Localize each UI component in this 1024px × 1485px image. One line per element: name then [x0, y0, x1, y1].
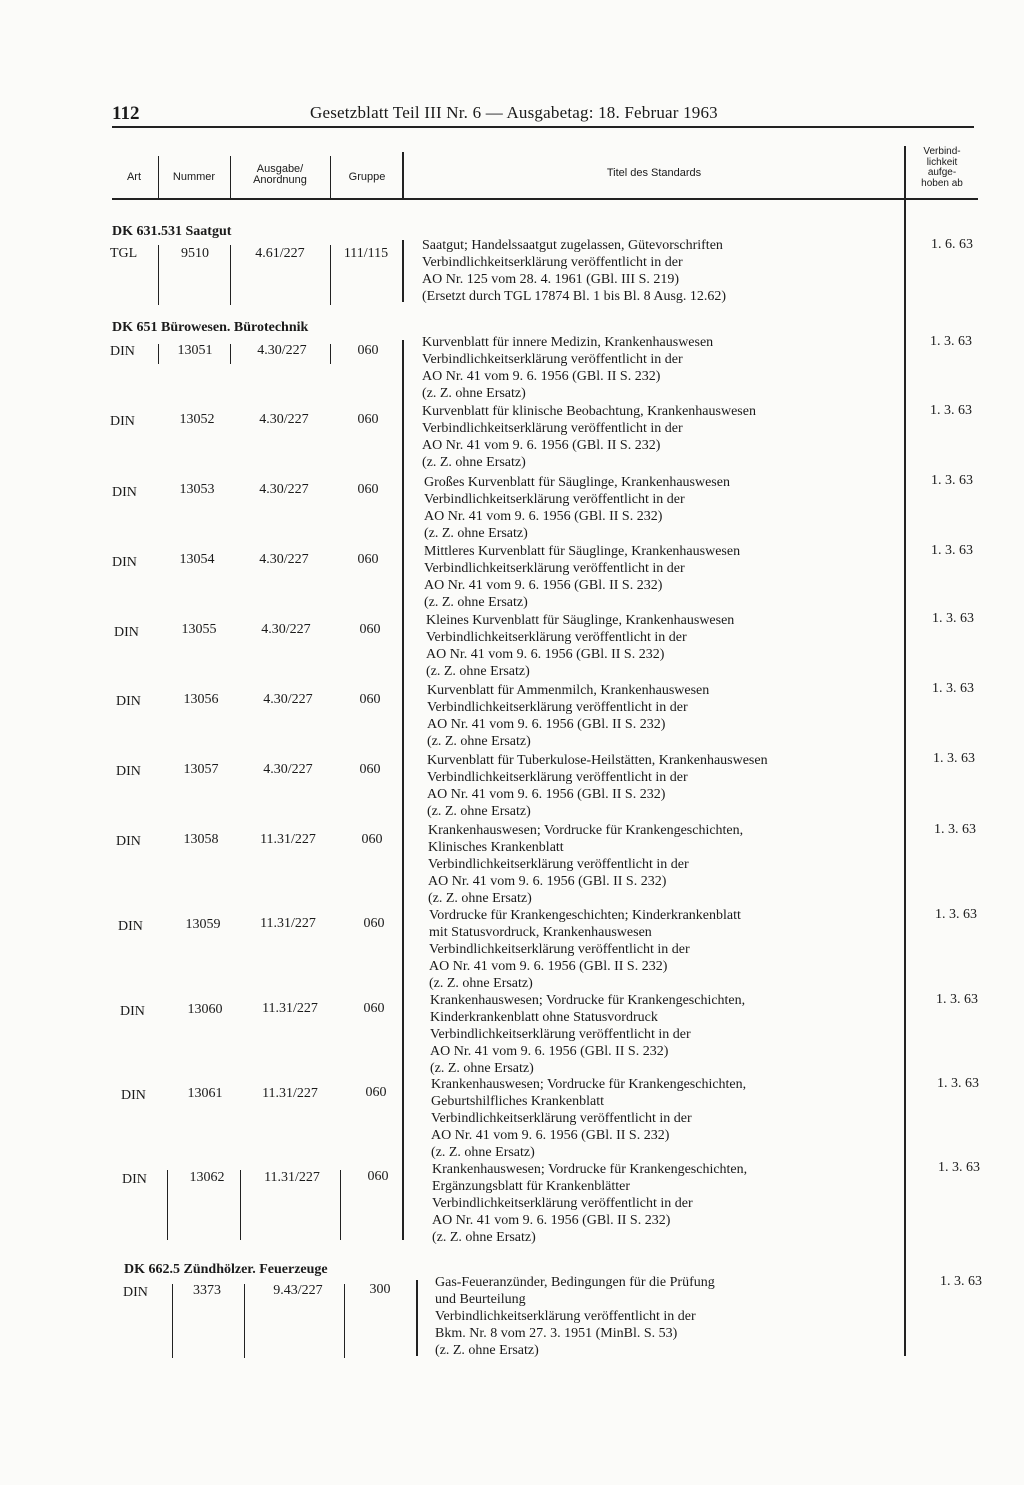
cell-ausgabe: 11.31/227 [262, 1086, 318, 1101]
column-header-aufgehoben-line2: lichkeit [926, 156, 958, 168]
titel-line: (Ersetzt durch TGL 17874 Bl. 1 bis Bl. 8 Ausg. 12.62) [422, 289, 727, 304]
cell-gruppe: 060 [359, 762, 381, 777]
cell-art: DIN [114, 625, 139, 640]
column-separator [416, 1280, 418, 1356]
cell-art: DIN [116, 764, 141, 779]
cell-titel [428, 822, 908, 907]
titel-line: Verbindlichkeitserklärung veröffentlicht in der [429, 942, 690, 957]
column-separator [167, 1170, 168, 1240]
group-heading: DK 631.531 Saatgut [112, 224, 232, 239]
cell-gruppe: 060 [365, 1085, 387, 1100]
cell-art: DIN [112, 555, 137, 570]
column-separator [402, 340, 404, 1240]
cell-titel [432, 1161, 912, 1246]
column-separator [330, 344, 331, 364]
cell-titel [427, 682, 907, 750]
column-separator [340, 1170, 341, 1240]
cell-titel [430, 992, 910, 1077]
titel-line: (z. Z. ohne Ersatz) [435, 1343, 539, 1358]
titel-line: AO Nr. 41 vom 9. 6. 1956 (GBl. II S. 232) [422, 438, 661, 453]
titel-line: (z. Z. ohne Ersatz) [424, 595, 528, 610]
titel-line: Krankenhauswesen; Vordrucke für Krankengeschichten, [431, 1077, 747, 1092]
titel-line: Verbindlichkeitserklärung veröffentlicht in der [424, 561, 685, 576]
titel-line: (z. Z. ohne Ersatz) [427, 734, 531, 749]
page-header [112, 103, 974, 127]
cell-titel [427, 752, 907, 820]
header-separator [330, 156, 331, 198]
cell-gruppe: 060 [357, 482, 379, 497]
titel-line: Verbindlichkeitserklärung veröffentlicht in der [426, 630, 687, 645]
titel-line: Kurvenblatt für innere Medizin, Krankenhauswesen [422, 335, 714, 350]
cell-gruppe: 060 [363, 916, 385, 931]
titel-line: AO Nr. 41 vom 9. 6. 1956 (GBl. II S. 232) [422, 369, 661, 384]
titel-line: Kurvenblatt für Ammenmilch, Krankenhauswesen [427, 683, 710, 698]
cell-titel [422, 334, 902, 402]
cell-art: DIN [110, 414, 135, 429]
titel-line: AO Nr. 125 vom 28. 4. 1961 (GBl. III S. 219) [422, 272, 680, 287]
column-separator [230, 344, 231, 364]
column-separator [230, 245, 231, 305]
titel-line: Großes Kurvenblatt für Säuglinge, Krankenhauswesen [424, 475, 730, 490]
page-number: 112 [112, 103, 140, 124]
titel-line: (z. Z. ohne Ersatz) [428, 891, 532, 906]
cell-aufgehoben: 1. 3. 63 [930, 403, 972, 418]
column-header-aufgehoben [906, 147, 978, 189]
cell-ausgabe: 11.31/227 [260, 832, 316, 847]
cell-nummer: 13052 [179, 412, 215, 427]
titel-line: AO Nr. 41 vom 9. 6. 1956 (GBl. II S. 232) [430, 1044, 669, 1059]
cell-nummer: 13054 [179, 552, 215, 567]
cell-aufgehoben: 1. 3. 63 [934, 822, 976, 837]
header-rule [112, 126, 974, 128]
titel-line: mit Statusvordruck, Krankenhauswesen [429, 925, 652, 940]
titel-line: (z. Z. ohne Ersatz) [427, 804, 531, 819]
header-separator [158, 156, 159, 198]
titel-line: AO Nr. 41 vom 9. 6. 1956 (GBl. II S. 232) [432, 1213, 671, 1228]
cell-art: DIN [116, 694, 141, 709]
cell-nummer: 13061 [187, 1086, 223, 1101]
cell-gruppe: 060 [359, 692, 381, 707]
column-separator [158, 344, 159, 364]
titel-line: AO Nr. 41 vom 9. 6. 1956 (GBl. II S. 232) [427, 787, 666, 802]
cell-aufgehoben: 1. 3. 63 [935, 907, 977, 922]
titel-line: AO Nr. 41 vom 9. 6. 1956 (GBl. II S. 232) [426, 647, 665, 662]
column-separator [402, 240, 404, 302]
cell-ausgabe: 4.30/227 [259, 412, 309, 427]
cell-ausgabe: 4.30/227 [263, 762, 313, 777]
titel-line: Verbindlichkeitserklärung veröffentlicht in der [422, 421, 683, 436]
column-header-aufgehoben-line4: hoben ab [921, 177, 963, 189]
titel-line: Geburtshilfliches Krankenblatt [431, 1094, 605, 1109]
titel-line: Ergänzungsblatt für Krankenblätter [432, 1179, 631, 1194]
cell-aufgehoben: 1. 3. 63 [931, 473, 973, 488]
titel-line: AO Nr. 41 vom 9. 6. 1956 (GBl. II S. 232) [429, 959, 668, 974]
titel-line: Verbindlichkeitserklärung veröffentlicht in der [428, 857, 689, 872]
column-header-ausgabe-line2: Anordnung [253, 174, 307, 186]
titel-line: Klinisches Krankenblatt [428, 840, 564, 855]
cell-nummer: 13053 [179, 482, 215, 497]
titel-line: AO Nr. 41 vom 9. 6. 1956 (GBl. II S. 232) [424, 509, 663, 524]
cell-titel [431, 1076, 911, 1161]
cell-nummer: 3373 [193, 1283, 221, 1298]
titel-line: (z. Z. ohne Ersatz) [429, 976, 533, 991]
titel-line: AO Nr. 41 vom 9. 6. 1956 (GBl. II S. 232) [431, 1128, 670, 1143]
cell-gruppe: 060 [357, 552, 379, 567]
titel-line: (z. Z. ohne Ersatz) [426, 664, 530, 679]
cell-ausgabe: 11.31/227 [262, 1001, 318, 1016]
cell-art: DIN [122, 1172, 147, 1187]
cell-aufgehoben: 1. 3. 63 [932, 681, 974, 696]
cell-art: DIN [112, 485, 137, 500]
column-header-aufgehoben-line3: aufge- [927, 167, 957, 178]
cell-gruppe: 111/115 [343, 246, 389, 261]
titel-line: Bkm. Nr. 8 vom 27. 3. 1951 (MinBl. S. 53) [435, 1326, 678, 1341]
titel-line: Verbindlichkeitserklärung veröffentlicht in der [435, 1309, 696, 1324]
cell-aufgehoben: 1. 6. 63 [931, 237, 973, 252]
titel-line: Verbindlichkeitserklärung veröffentlicht in der [424, 492, 685, 507]
cell-ausgabe: 11.31/227 [264, 1170, 320, 1185]
column-separator [172, 1284, 173, 1358]
titel-line: Verbindlichkeitserklärung veröffentlicht in der [431, 1111, 692, 1126]
cell-titel [422, 237, 902, 305]
titel-line: Verbindlichkeitserklärung veröffentlicht in der [432, 1196, 693, 1211]
cell-ausgabe: 4.30/227 [259, 482, 309, 497]
titel-line: (z. Z. ohne Ersatz) [431, 1145, 535, 1160]
column-separator [330, 245, 331, 305]
titel-line: Krankenhauswesen; Vordrucke für Krankengeschichten, [430, 993, 746, 1008]
cell-art: DIN [118, 919, 143, 934]
cell-ausgabe: 4.30/227 [261, 622, 311, 637]
cell-titel [422, 403, 902, 471]
cell-nummer: 13055 [181, 622, 217, 637]
group-heading: DK 651 Bürowesen. Bürotechnik [112, 320, 309, 335]
titel-line: Kurvenblatt für Tuberkulose-Heilstätten, Krankenhauswesen [427, 753, 768, 768]
cell-nummer: 13058 [183, 832, 219, 847]
cell-ausgabe: 4.30/227 [259, 552, 309, 567]
cell-gruppe: 060 [361, 832, 383, 847]
cell-art: DIN [120, 1004, 145, 1019]
column-header-titel: Titel des Standards [606, 167, 702, 179]
column-separator [244, 1284, 245, 1358]
titel-line: und Beurteilung [435, 1292, 526, 1307]
cell-aufgehoben: 1. 3. 63 [938, 1160, 980, 1175]
cell-aufgehoben: 1. 3. 63 [940, 1274, 982, 1289]
cell-aufgehoben: 1. 3. 63 [936, 992, 978, 1007]
titel-line: Verbindlichkeitserklärung veröffentlicht in der [422, 352, 683, 367]
cell-art: DIN [121, 1088, 146, 1103]
titel-line: Mittleres Kurvenblatt für Säuglinge, Krankenhauswesen [424, 544, 741, 559]
titel-line: Saatgut; Handelssaatgut zugelassen, Gütevorschriften [422, 238, 723, 253]
cell-nummer: 13060 [187, 1002, 223, 1017]
table-header-rule [112, 198, 978, 200]
cell-gruppe: 060 [367, 1169, 389, 1184]
column-header-aufgehoben-line1: Verbind- [923, 146, 961, 157]
cell-nummer: 9510 [181, 246, 209, 261]
cell-art: DIN [116, 834, 141, 849]
column-separator [344, 1284, 345, 1358]
cell-art: DIN [123, 1285, 148, 1300]
cell-gruppe: 060 [359, 622, 381, 637]
cell-titel [429, 907, 909, 992]
column-header-art: Art [126, 171, 142, 183]
column-separator [240, 1170, 241, 1240]
table-header [112, 146, 978, 198]
cell-ausgabe: 11.31/227 [260, 916, 316, 931]
group-heading: DK 662.5 Zündhölzer. Feuerzeuge [124, 1262, 328, 1277]
titel-line: Verbindlichkeitserklärung veröffentlicht in der [422, 255, 683, 270]
cell-aufgehoben: 1. 3. 63 [930, 334, 972, 349]
titel-line: Kurvenblatt für klinische Beobachtung, Krankenhauswesen [422, 404, 756, 419]
cell-aufgehoben: 1. 3. 63 [937, 1076, 979, 1091]
cell-ausgabe: 4.30/227 [263, 692, 313, 707]
cell-ausgabe: 4.30/227 [257, 343, 307, 358]
cell-aufgehoben: 1. 3. 63 [931, 543, 973, 558]
page-title: Gesetzblatt Teil III Nr. 6 — Ausgabetag: 18. Februar 1963 [310, 103, 718, 122]
header-separator [230, 156, 231, 198]
titel-line: Verbindlichkeitserklärung veröffentlicht in der [430, 1027, 691, 1042]
titel-line: (z. Z. ohne Ersatz) [432, 1230, 536, 1245]
titel-line: (z. Z. ohne Ersatz) [422, 455, 526, 470]
cell-gruppe: 060 [357, 412, 379, 427]
header-separator [402, 152, 404, 198]
titel-line: Gas-Feueranzünder, Bedingungen für die Prüfung [435, 1275, 715, 1290]
cell-nummer: 13059 [185, 917, 221, 932]
titel-line: Krankenhauswesen; Vordrucke für Krankengeschichten, [428, 823, 744, 838]
cell-ausgabe: 9.43/227 [273, 1283, 323, 1298]
cell-art: DIN [110, 344, 135, 359]
cell-ausgabe: 4.61/227 [255, 246, 305, 261]
cell-gruppe: 060 [363, 1001, 385, 1016]
column-separator [158, 245, 159, 305]
titel-line: (z. Z. ohne Ersatz) [430, 1061, 534, 1076]
titel-line: Verbindlichkeitserklärung veröffentlicht in der [427, 770, 688, 785]
column-header-ausgabe-line1: Ausgabe/ [256, 163, 304, 175]
cell-titel [426, 612, 906, 680]
cell-aufgehoben: 1. 3. 63 [933, 751, 975, 766]
cell-aufgehoben: 1. 3. 63 [932, 611, 974, 626]
cell-nummer: 13057 [183, 762, 219, 777]
cell-titel [424, 543, 904, 611]
cell-gruppe: 060 [357, 343, 379, 358]
titel-line: (z. Z. ohne Ersatz) [422, 386, 526, 401]
cell-nummer: 13062 [189, 1170, 225, 1185]
cell-gruppe: 300 [369, 1282, 391, 1297]
cell-nummer: 13051 [177, 343, 213, 358]
cell-titel [424, 474, 904, 542]
titel-line: AO Nr. 41 vom 9. 6. 1956 (GBl. II S. 232) [427, 717, 666, 732]
column-header-ausgabe [230, 164, 330, 186]
titel-line: Verbindlichkeitserklärung veröffentlicht in der [427, 700, 688, 715]
titel-line: Vordrucke für Krankengeschichten; Kinderkrankenblatt [429, 908, 741, 923]
titel-line: Kinderkrankenblatt ohne Statusvordruck [430, 1010, 658, 1025]
column-header-nummer: Nummer [172, 171, 216, 183]
cell-art: TGL [110, 246, 138, 261]
cell-titel [435, 1274, 915, 1359]
titel-line: AO Nr. 41 vom 9. 6. 1956 (GBl. II S. 232) [424, 578, 663, 593]
titel-line: Kleines Kurvenblatt für Säuglinge, Krankenhauswesen [426, 613, 735, 628]
cell-nummer: 13056 [183, 692, 219, 707]
titel-line: (z. Z. ohne Ersatz) [424, 526, 528, 541]
titel-line: Krankenhauswesen; Vordrucke für Krankengeschichten, [432, 1162, 748, 1177]
titel-line: AO Nr. 41 vom 9. 6. 1956 (GBl. II S. 232) [428, 874, 667, 889]
column-header-gruppe: Gruppe [348, 171, 386, 183]
